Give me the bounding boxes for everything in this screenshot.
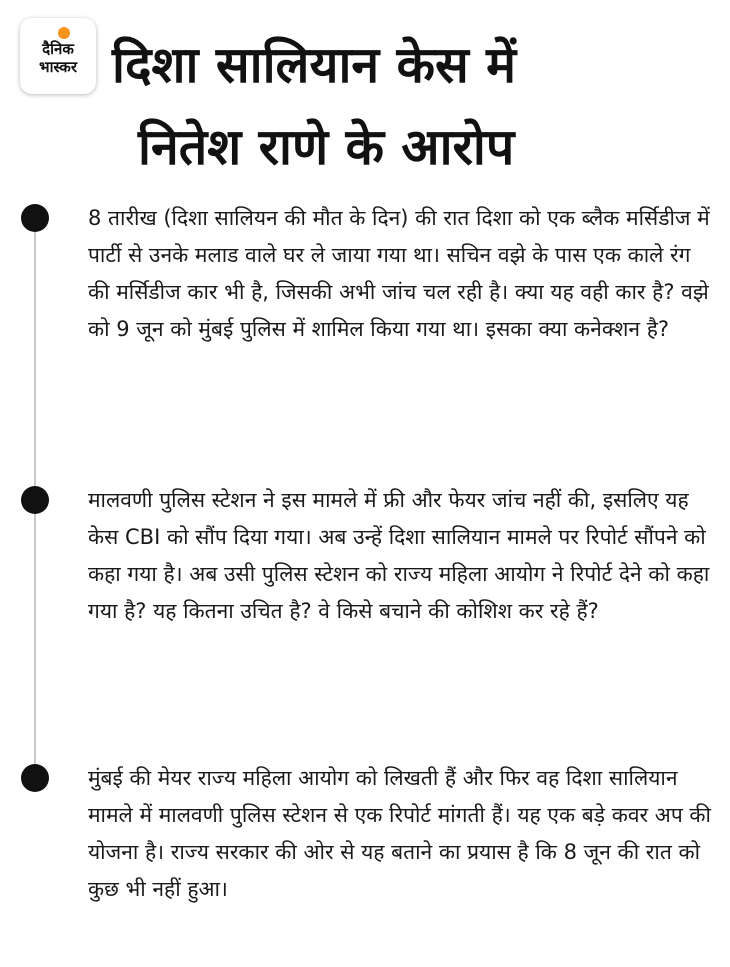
timeline-item-text: 8 तारीख (दिशा सालियन की मौत के दिन) की रात दिशा को एक ब्लैक मर्सिडीज में पार्टी से उनके मलाड वाले घर ले जाया गया था। सचिन वझे के पास एक काले रंग की मर्सिडीज कार भी है, जिसकी अभी जांच चल रही है। क्या यह वही कार है? वझे को 9 जून को मुंबई पुलिस में शामिल किया गया था। इसका क्या कनेक्शन है? bbox=[88, 206, 710, 341]
title-line-2: नितेश राणे के आरोप bbox=[138, 118, 515, 176]
logo-line-1: दैनिक bbox=[42, 40, 74, 58]
logo-line-2: भास्कर bbox=[39, 58, 77, 76]
bullet-dot-icon bbox=[21, 486, 49, 514]
dainik-bhaskar-logo bbox=[20, 18, 96, 94]
bullet-dot-icon bbox=[21, 204, 49, 232]
title-line-1: दिशा सालियान केस में bbox=[112, 36, 517, 94]
page-title bbox=[112, 24, 516, 188]
logo-sun-icon bbox=[58, 27, 70, 39]
timeline-item-text: मालवणी पुलिस स्टेशन ने इस मामले में फ्री और फेयर जांच नहीं की, इसलिए यह केस CBI को सौंप दिया गया। अब उन्हें दिशा सालियान मामले पर रिपोर्ट सौंपने को कहा गया है। अब उसी पुलिस स्टेशन को राज्य महिला आयोग ने रिपोर्ट देने को कहा गया है? यह कितना उचित है? वे किसे बचाने की कोशिश कर रहे हैं? bbox=[88, 488, 710, 623]
bullet-dot-icon bbox=[21, 764, 49, 792]
timeline-item-text: मुंबई की मेयर राज्य महिला आयोग को लिखती हैं और फिर वह दिशा सालियान मामले में मालवणी पुलिस स्टेशन से एक रिपोर्ट मांगती हैं। यह एक बड़े कवर अप की योजना है। राज्य सरकार की ओर से यह बताने का प्रयास है कि 8 जून की रात को कुछ भी नहीं हुआ। bbox=[88, 766, 711, 901]
logo-text bbox=[20, 40, 96, 76]
